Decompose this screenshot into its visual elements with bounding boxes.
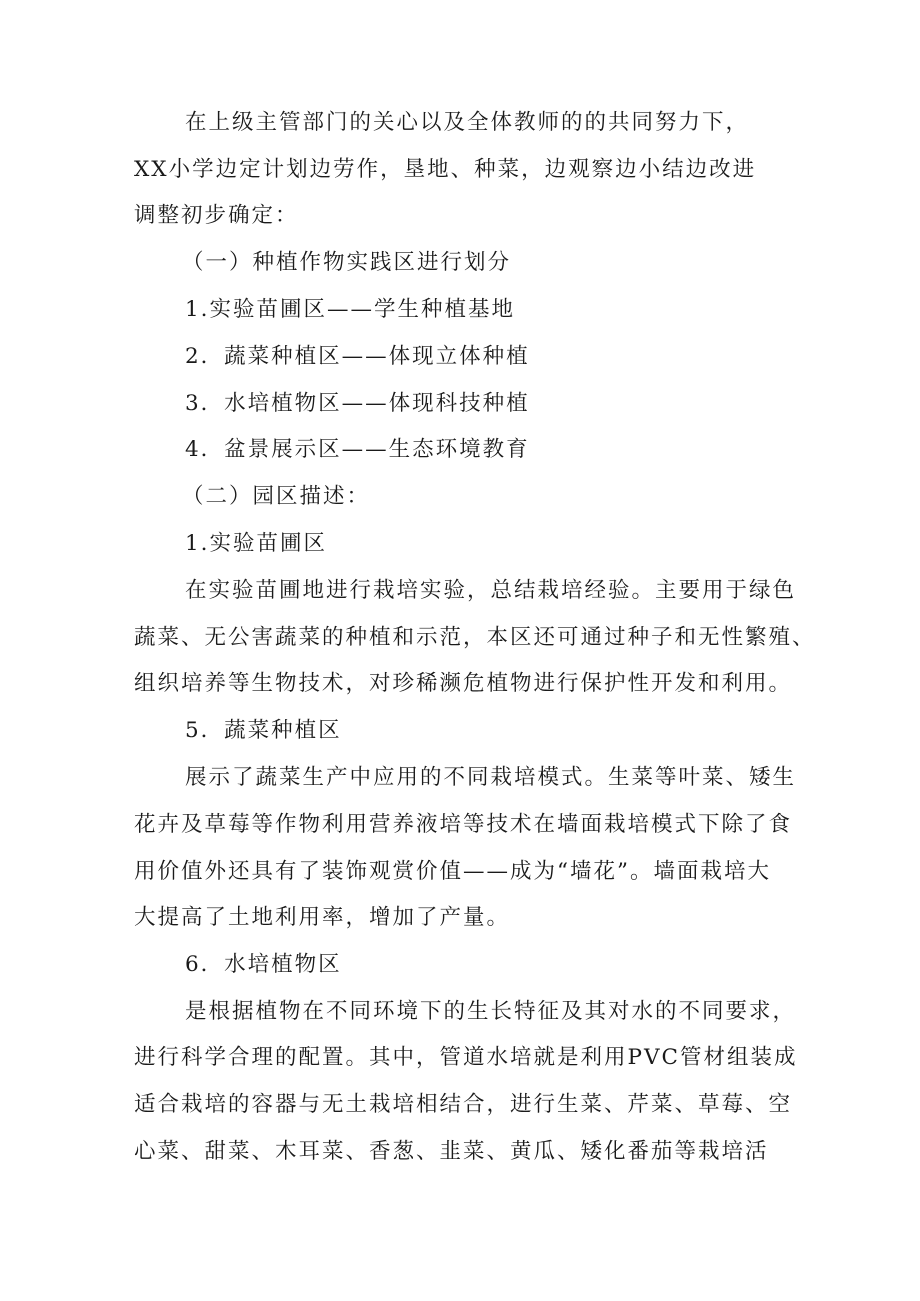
section-heading-planting-zones: （一）种植作物实践区进行划分 — [182, 250, 512, 275]
paragraph-line-12: 蔬菜、无公害蔬菜的种植和示范，本区还可通过种子和无性繁殖、 — [134, 625, 816, 650]
paragraph-line-23: 心菜、甜菜、木耳菜、香葱、韭菜、黄瓜、矮化番茄等栽培活 — [134, 1139, 769, 1164]
paragraph-line-3: 调整初步确定： — [134, 203, 299, 228]
paragraph-line-16: 花卉及草莓等作物利用营养液培等技术在墙面栽培模式下除了食 — [134, 812, 793, 837]
list-item-2: 2．蔬菜种植区——体现立体种植 — [185, 344, 530, 369]
subheading-vegetable-zone: 5．蔬菜种植区 — [185, 718, 342, 743]
paragraph-line-21: 进行科学合理的配置。其中，管道水培就是利用PVC管材组装成 — [134, 1045, 798, 1070]
paragraph-line-22: 适合栽培的容器与无土栽培相结合，进行生菜、芹菜、草莓、空 — [134, 1092, 793, 1117]
paragraph-line-2: XX小学边定计划边劳作，垦地、种菜，边观察边小结边改进 — [134, 157, 757, 182]
paragraph-line-20: 是根据植物在不同环境下的生长特征及其对水的不同要求， — [185, 999, 797, 1024]
subheading-nursery: 1.实验苗圃区 — [185, 531, 328, 556]
section-heading-park-description: （二）园区描述： — [182, 484, 371, 509]
paragraph-line-13: 组织培养等生物技术，对珍稀濒危植物进行保护性开发和利用。 — [134, 671, 793, 696]
list-item-4: 4．盆景展示区——生态环境教育 — [185, 437, 530, 462]
paragraph-line-17: 用价值外还具有了装饰观赏价值——成为“墙花”。墙面栽培大 — [134, 859, 771, 884]
paragraph-line-15: 展示了蔬菜生产中应用的不同栽培模式。生菜等叶菜、矮生 — [185, 765, 797, 790]
paragraph-line-11: 在实验苗圃地进行栽培实验，总结栽培经验。主要用于绿色 — [185, 578, 797, 603]
list-item-3: 3．水培植物区——体现科技种植 — [185, 391, 530, 416]
paragraph-line-18: 大提高了土地利用率，增加了产量。 — [134, 905, 511, 930]
list-item-1: 1.实验苗圃区——学生种植基地 — [185, 297, 516, 322]
subheading-hydroponic-zone: 6．水培植物区 — [185, 952, 342, 977]
paragraph-line-1: 在上级主管部门的关心以及全体教师的的共同努力下， — [185, 110, 750, 135]
